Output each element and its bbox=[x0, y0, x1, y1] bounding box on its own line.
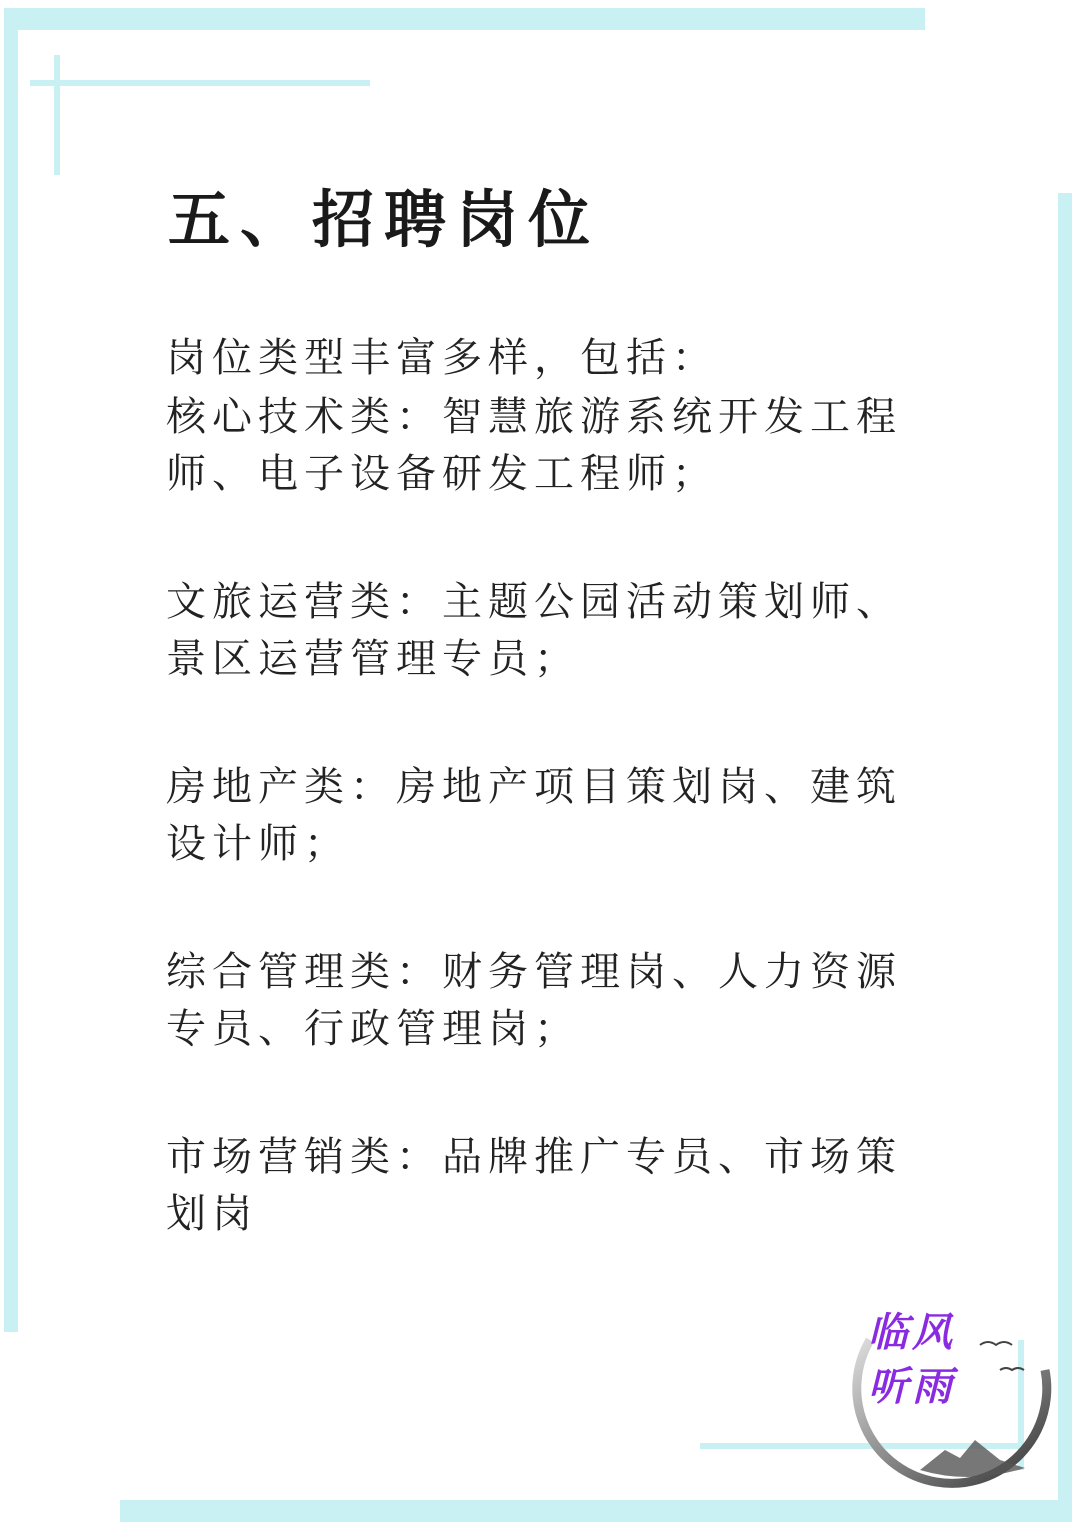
seal-text-line2: 听雨 bbox=[868, 1363, 956, 1410]
category-marketing: 市场营销类：品牌推广专员、市场策划岗 bbox=[166, 1134, 902, 1237]
frame-bottom-bar bbox=[120, 1500, 1072, 1522]
intro-text: 岗位类型丰富多样，包括： bbox=[166, 335, 718, 381]
frame-thin-line bbox=[54, 55, 60, 175]
page-title: 五、招聘岗位 bbox=[168, 183, 601, 256]
frame-thin-line bbox=[30, 80, 370, 86]
category-general-management: 综合管理类：财务管理岗、人力资源专员、行政管理岗； bbox=[166, 949, 902, 1052]
frame-right-bar bbox=[1058, 193, 1072, 1513]
category-real-estate: 房地产类：房地产项目策划岗、建筑设计师； bbox=[166, 764, 902, 867]
seal-text-line1: 临风 bbox=[868, 1309, 956, 1356]
frame-left-bar bbox=[4, 8, 18, 1332]
category-core-tech: 核心技术类：智慧旅游系统开发工程师、电子设备研发工程师； bbox=[166, 394, 902, 497]
category-cultural-tourism: 文旅运营类：主题公园活动策划师、景区运营管理专员； bbox=[166, 579, 902, 682]
recruitment-content bbox=[166, 330, 926, 1314]
frame-top-bar bbox=[10, 8, 925, 30]
